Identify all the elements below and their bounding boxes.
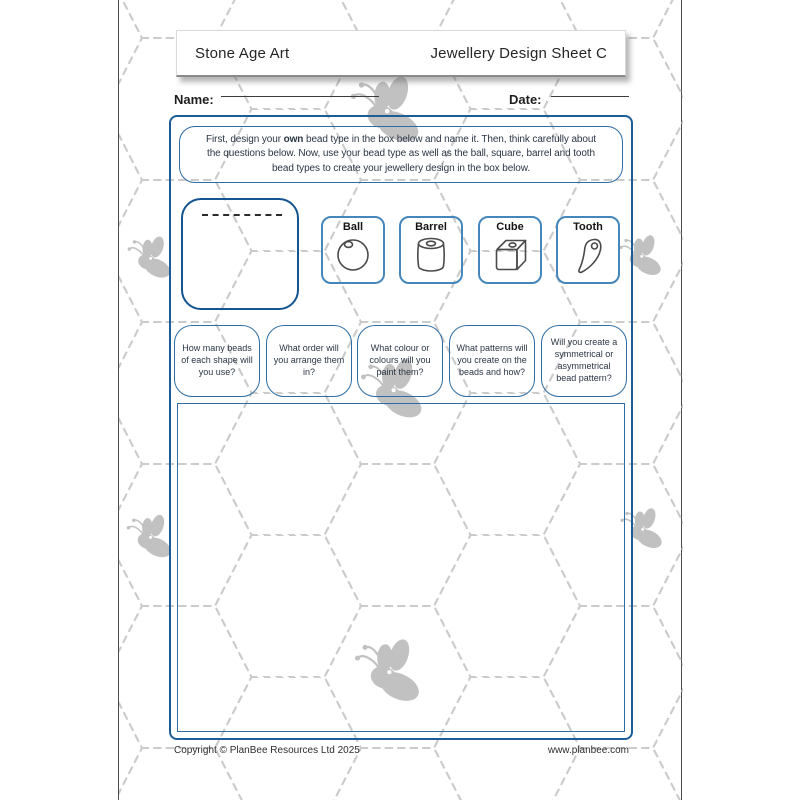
question-bubble-5 — [541, 325, 627, 397]
cube-bead-icon — [490, 235, 530, 275]
instructions-text: First, design your — [206, 134, 284, 146]
bead-label: Ball — [342, 221, 364, 233]
worksheet-content — [119, 0, 683, 800]
tooth-bead-icon — [568, 235, 608, 275]
question-bubble-1 — [174, 325, 260, 397]
instructions-box — [179, 126, 623, 183]
question-text: What order will you arrange them in? — [273, 343, 345, 377]
bead-box-cube — [478, 216, 542, 284]
instructions-line-2: the questions below. Now, use your bead type as well as the ball, square, barrel and tooth — [207, 148, 595, 160]
question-bubble-4 — [449, 325, 535, 397]
website-text: www.planbee.com — [547, 745, 629, 756]
ball-bead-icon — [333, 235, 373, 275]
instructions-line-1 — [206, 133, 596, 147]
bead-box-tooth — [556, 216, 620, 284]
name-label: Name: — [174, 92, 214, 107]
copyright-text: Copyright © PlanBee Resources Ltd 2025 — [174, 745, 360, 756]
own-bead-design-box — [181, 198, 299, 310]
bead-label: Barrel — [415, 221, 447, 233]
jewellery-design-area — [177, 403, 625, 732]
sheet-title: Jewellery Design Sheet C — [430, 44, 607, 62]
barrel-bead-icon — [411, 235, 451, 275]
bead-label: Cube — [496, 221, 524, 233]
unit-title: Stone Age Art — [195, 44, 290, 62]
question-text: What patterns will you create on the beads and how? — [456, 343, 528, 377]
bead-box-ball — [321, 216, 385, 284]
instructions-bold-word: own — [283, 134, 304, 146]
question-bubble-2 — [266, 325, 352, 397]
question-text: What colour or colours will you paint them? — [369, 343, 431, 377]
question-text: Will you create a symmetrical or asymmetrical bead pattern? — [550, 337, 618, 383]
worksheet-page — [118, 0, 682, 800]
date-label: Date: — [509, 92, 542, 107]
bead-box-barrel — [399, 216, 463, 284]
bead-label: Tooth — [573, 221, 603, 233]
question-text: How many beads of each shape will you use? — [181, 343, 253, 377]
instructions-text: bead type in the box below and name it. Then, think carefully about — [303, 134, 596, 146]
instructions-line-3: bead types to create your jewellery design in the box below. — [271, 162, 531, 174]
own-bead-name-line — [202, 202, 282, 216]
title-banner — [176, 30, 626, 77]
question-bubble-3 — [357, 325, 443, 397]
